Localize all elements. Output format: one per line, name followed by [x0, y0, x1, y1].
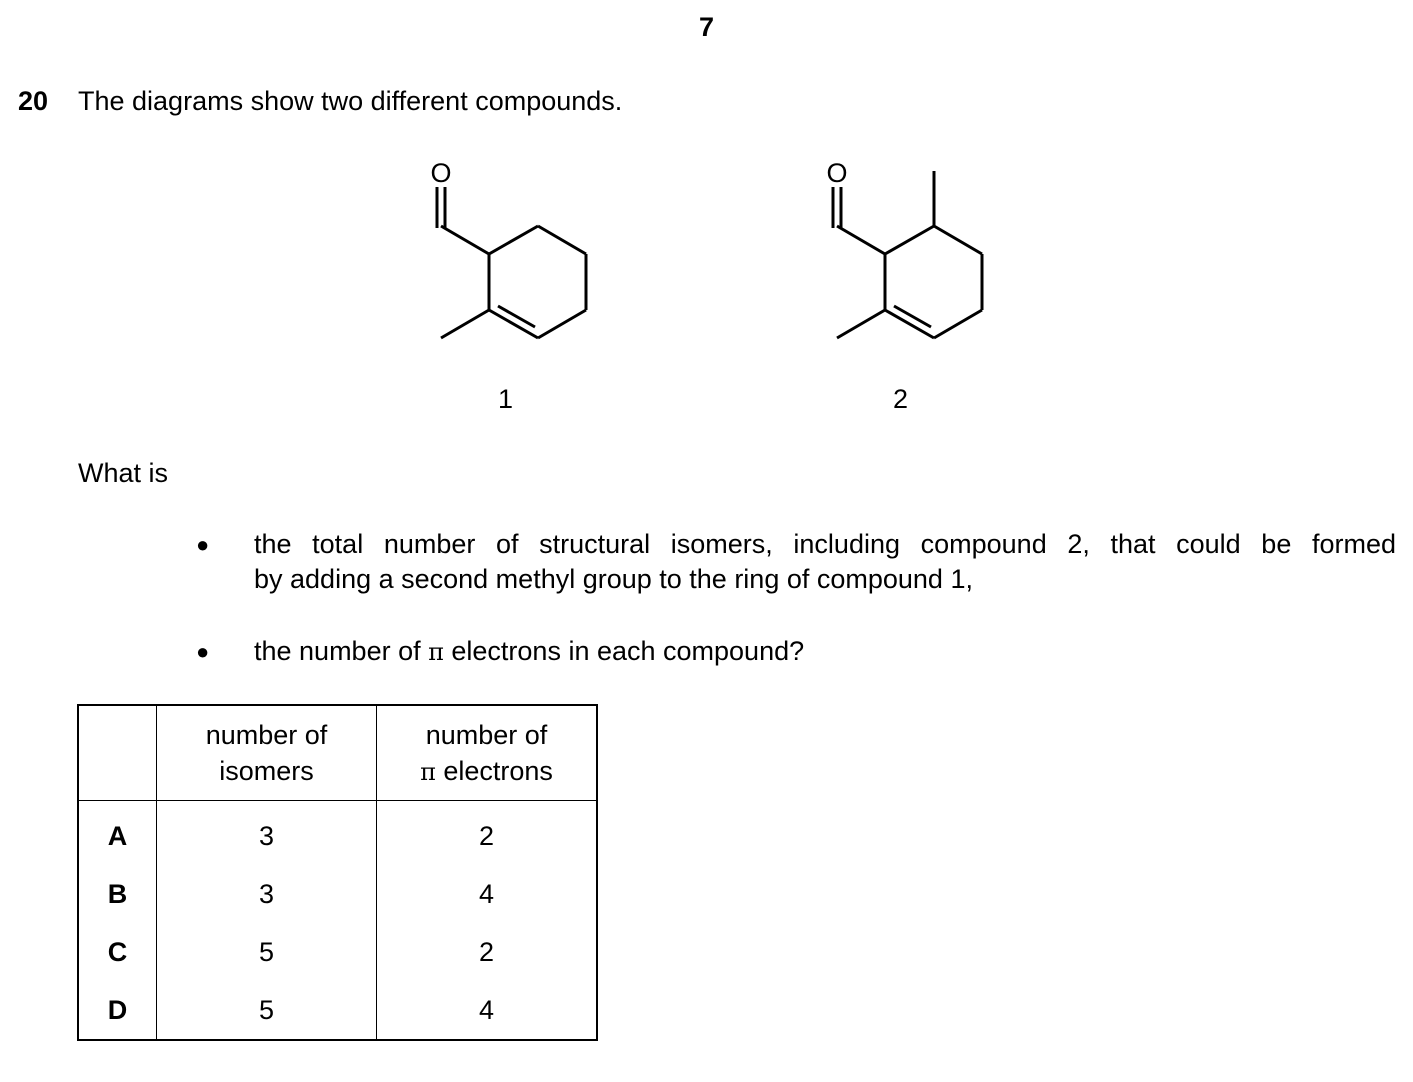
table-row-c [78, 923, 597, 981]
bullet-1-line-1: the total number of structural isomers, including compound 2, that could be formed [254, 529, 1396, 559]
question-number: 20 [18, 86, 49, 116]
option-letter: D [78, 981, 157, 1040]
bullet-2-pre: the number of [254, 636, 429, 666]
table-row-d [78, 981, 597, 1040]
bullet-dot-1: ● [196, 532, 210, 557]
option-letter: B [78, 865, 157, 923]
header-isomers-line-1: number of [205, 720, 328, 750]
option-letter: A [78, 801, 157, 866]
compound-2-structure [833, 171, 982, 338]
pi-electrons-value: 2 [377, 801, 598, 866]
question-prompt: What is [78, 458, 169, 488]
isomers-value: 3 [157, 801, 377, 866]
pi-electrons-value: 4 [377, 865, 598, 923]
question-stem: The diagrams show two different compounds. [78, 86, 623, 116]
header-isomers [157, 705, 377, 801]
option-letter: C [78, 923, 157, 981]
bullet-1-line-2: by adding a second methyl group to the ring of compound 1, [254, 564, 973, 594]
table-row-b [78, 865, 597, 923]
pi-electrons-value: 2 [377, 923, 598, 981]
header-pi-line-1: number of [425, 719, 548, 750]
isomers-value: 5 [157, 981, 377, 1040]
bullet-2-post: electrons in each compound? [443, 636, 805, 666]
isomers-value: 5 [157, 923, 377, 981]
compound-1-label: 1 [498, 384, 514, 414]
compound-1-structure [437, 187, 586, 338]
compound-1-oxygen: O [430, 158, 452, 188]
header-pi-electrons [377, 705, 598, 801]
bullet-text-2 [254, 634, 804, 670]
compound-diagrams [0, 0, 1413, 430]
pi-symbol: π [428, 638, 444, 666]
header-pi-symbol: π [420, 757, 436, 786]
compound-2-label: 2 [893, 384, 909, 414]
header-empty [78, 705, 157, 801]
isomers-value: 3 [157, 865, 377, 923]
compound-2-oxygen: O [826, 158, 848, 188]
bullet-text-1 [254, 527, 1396, 597]
table-row-a [78, 801, 597, 866]
page-number: 7 [698, 12, 715, 42]
bullet-dot-2: ● [196, 639, 210, 664]
header-isomers-line-2: isomers [219, 756, 314, 786]
pi-electrons-value: 4 [377, 981, 598, 1040]
header-pi-line-2: electrons [435, 755, 553, 786]
answer-table [77, 704, 598, 1041]
